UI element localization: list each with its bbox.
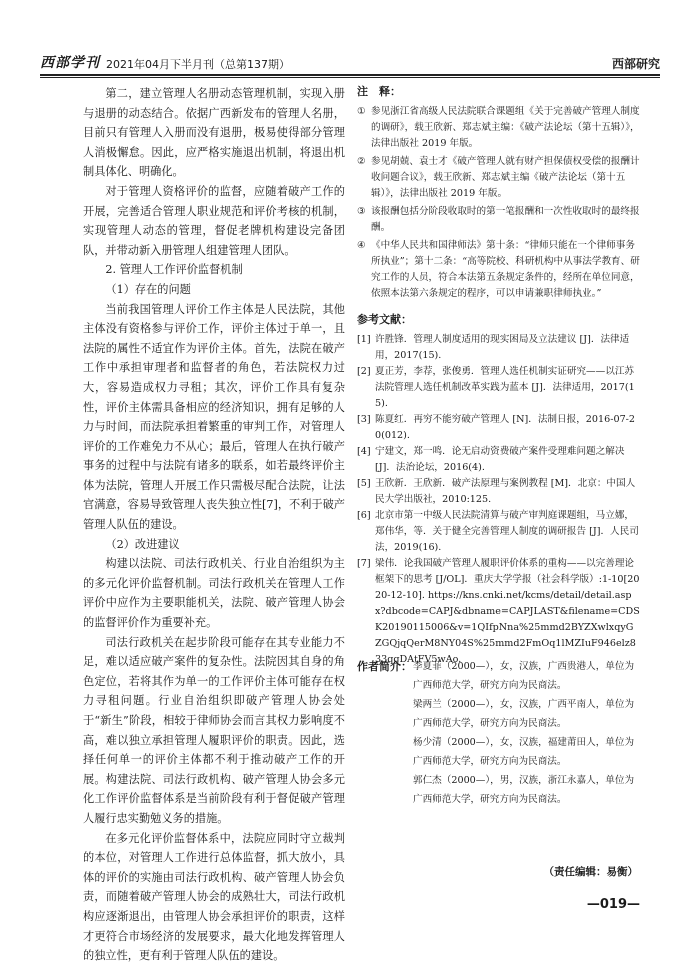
author-item	[357, 657, 640, 695]
reference-mark: [6]	[357, 510, 371, 521]
author-text: 李夏菲（2000—），女，汉族，广西贵港人，单位为广西师范大学，研究方向为民商法。	[413, 661, 635, 691]
header-left	[40, 52, 290, 72]
notes-title: 注 释：	[357, 85, 401, 98]
references-list	[357, 332, 640, 668]
author-label-spacer	[357, 733, 413, 771]
page-header	[40, 50, 660, 72]
reference-text: 夏正芳，李荐，张俊勇．管理人选任机制实证研究——以江苏法院管理人选任机制改革实践为蓝本 [J]．法律适用，2017(15).	[375, 366, 635, 409]
reference-item	[357, 332, 640, 364]
paragraph: 在多元化评价监督体系中，法院应同时守立裁判的本位，对管理人工作进行总体监督，抓大放小，具体的评价的实施由司法行政机构、破产管理人协会负责，而随着破产管理人协会的成熟壮大，司法行政机构应逐渐退出，由管理人协会承担评价的职责，这样才更符合市场经济的发展要求，最大化地发挥管理人的独立性，更有利于管理人队伍的建设。	[83, 831, 345, 963]
note-mark: ②	[357, 156, 366, 167]
author-info	[357, 657, 640, 809]
author-label-spacer	[357, 771, 413, 809]
author-label-spacer	[357, 695, 413, 733]
reference-item	[357, 364, 640, 412]
reference-text: 梁伟．论我国破产管理人履职评价体系的重构——以完善理论框架下的思考 [J/OL]．重庆大学学报（社会科学版）:1-10[2020-12-10]. https://kns.cnki.net/kcms/detail/detail.aspx?dbcode=CAPJ&dbname=CAPJLAST&filename=CDSK20190115006&v=1QIfpNna%25mmd2BYZXwlxqyGZGQjqQerM8NY04S%25mmd2FmOq1lMZIuF946elz833qgDAtFV5wAo.	[375, 558, 640, 665]
reference-text: 许胜锋．管理人制度适用的现实困局及立法建议 [J]．法律适用，2017(15).	[375, 334, 630, 361]
paragraph: 当前我国管理人评价工作主体是人民法院，其他主体没有资格参与评价工作，评价主体过于单一，且法院的属性不适宜作为评价主体。首先，法院在破产工作中承担审理者和监督者的角色，若法院权力过大，容易造成权力寻租；其次，评价工作具有复杂性，评价主体需具备相应的经济知识，拥有足够的人力与时间，而法院承担着繁重的审判工作，对管理人评价的工作难免力不从心；最后，管理人在执行破产事务的过程中与法院有诸多的联系，如若最终评价主体为法院，管理人开展工作只需极尽配合法院，让法官满意，容易导致管理人丧失独立性[7]，不利于破产管理人队伍的建设。	[83, 302, 345, 532]
reference-item	[357, 508, 640, 556]
author-item	[357, 733, 640, 771]
reference-mark: [4]	[357, 446, 371, 457]
reference-mark: [1]	[357, 334, 371, 345]
notes-list	[357, 104, 640, 302]
subheading: （2）改进建议	[105, 537, 180, 551]
note-mark: ④	[357, 240, 366, 251]
subheading: （1）存在的问题	[105, 282, 191, 296]
reference-item	[357, 444, 640, 476]
note-mark: ③	[357, 206, 366, 217]
reference-text: 北京市第一中级人民法院清算与破产审判庭课题组，马立娜，郑伟华，等．关于健全完善管理人制度的调研报告 [J]．人民司法，2019(16).	[375, 510, 639, 553]
paragraph: 构建以法院、司法行政机关、行业自治组织为主的多元化评价监督机制。司法行政机关在管理人工作评价中应作为主要职能机关，法院、破产管理人协会的监督评价作为重要补充。	[83, 557, 345, 630]
reference-item	[357, 476, 640, 508]
author-item	[357, 695, 640, 733]
note-text: 该报酬包括分阶段收取时的第一笔报酬和一次性收取时的最终报酬。	[371, 206, 640, 233]
note-text: 参见浙江省高级人民法院联合课题组《关于完善破产管理人制度的调研》，载王欣新、郑志斌主编：《破产法论坛（第十五辑）》，法律出版社 2019 年版。	[371, 106, 640, 149]
journal-logo: 西部学刊	[40, 55, 100, 71]
editor-credit: （责任编辑：易衡）	[543, 866, 638, 878]
note-text: 参见胡兢、袁士才《破产管理人就有财产担保债权受偿的报酬计收问题合议》，载王欣新、郑志斌主编《破产法论坛（第十五辑）》，法律出版社 2019 年版。	[371, 156, 640, 199]
reference-text: 陈夏红．再穷不能穷破产管理人 [N]．法制日报，2016-07-20(012).	[375, 414, 636, 441]
reference-mark: [2]	[357, 366, 371, 377]
paragraph: 第二，建立管理人名册动态管理机制，实现入册与退册的动态结合。依据广西新发布的管理人名册，目前只有管理人入册而没有退册，极易使得部分管理人消极懈怠。因此，应严格实施退出机制，将退出机制具体化、明确化。	[83, 87, 345, 179]
author-label: 作者简介：	[357, 660, 412, 673]
subheading: 2. 管理人工作评价监督机制	[105, 263, 243, 277]
reference-mark: [7]	[357, 558, 371, 569]
paragraph: 司法行政机关在起步阶段可能存在其专业能力不足，难以适应破产案件的复杂性。法院因其自身的角色定位，若将其作为单一的工作评价主体可能存在权力寻租问题。行业自治组织即破产管理人协会处于“新生”阶段，相较于律师协会而言其权力影响度不高，难以独立承担管理人履职评价的职责。因此，选择任何单一的评价主体都不利于推动破产工作的开展。构建法院、司法行政机构、破产管理人协会多元化工作评价监督体系是当前阶段有利于督促破产管理人履行忠实勤勉义务的措施。	[83, 635, 345, 825]
note-item	[357, 154, 640, 202]
references-title: 参考文献：	[357, 313, 412, 326]
note-item	[357, 204, 640, 236]
body-text-column	[83, 84, 345, 966]
note-item	[357, 238, 640, 302]
reference-text: 王欣新．王欣新．破产法原理与案例教程 [M]．北京：中国人民大学出版社，2010:125.	[375, 478, 636, 505]
reference-mark: [3]	[357, 414, 371, 425]
issue-info: 2021年04月下半月刊（总第137期）	[106, 58, 290, 71]
header-rule-thin	[40, 77, 660, 78]
reference-item	[357, 412, 640, 444]
note-mark: ①	[357, 106, 366, 117]
author-text: 梁两兰（2000—），女，汉族，广西平南人，单位为广西师范大学，研究方向为民商法。	[413, 699, 635, 729]
reference-text: 宁建文，郑一鸣．论无启动资费破产案件受理难问题之解决 [J]．法治论坛，2016(4).	[375, 446, 625, 473]
reference-item	[357, 556, 640, 668]
reference-mark: [5]	[357, 478, 371, 489]
header-rule	[40, 74, 660, 76]
notes-references-column	[357, 84, 640, 668]
note-text: 《中华人民共和国律师法》第十条：“律师只能在一个律师事务所执业”；第十二条：“高等院校、科研机构中从事法学教育、研究工作的人员，符合本法第五条规定条件的，经所在单位同意，依照本法第六条规定的程序，可以申请兼职律师执业。”	[371, 240, 640, 299]
author-item	[357, 771, 640, 809]
author-text: 郭仁杰（2000—），男，汉族，浙江永嘉人，单位为广西师范大学，研究方向为民商法。	[413, 775, 635, 805]
note-item	[357, 104, 640, 152]
section-title: 西部研究	[611, 57, 660, 71]
author-text: 杨少清（2000—），女，汉族，福建莆田人，单位为广西师范大学，研究方向为民商法。	[413, 737, 635, 767]
page-number: —019—	[586, 897, 640, 912]
paragraph: 对于管理人资格评价的监督，应随着破产工作的开展，完善适合管理人职业规范和评价考核的机制，实现管理人动态的管理，督促老牌机构建设完备团队，并带动新入册管理人组建管理人团队。	[83, 184, 345, 257]
